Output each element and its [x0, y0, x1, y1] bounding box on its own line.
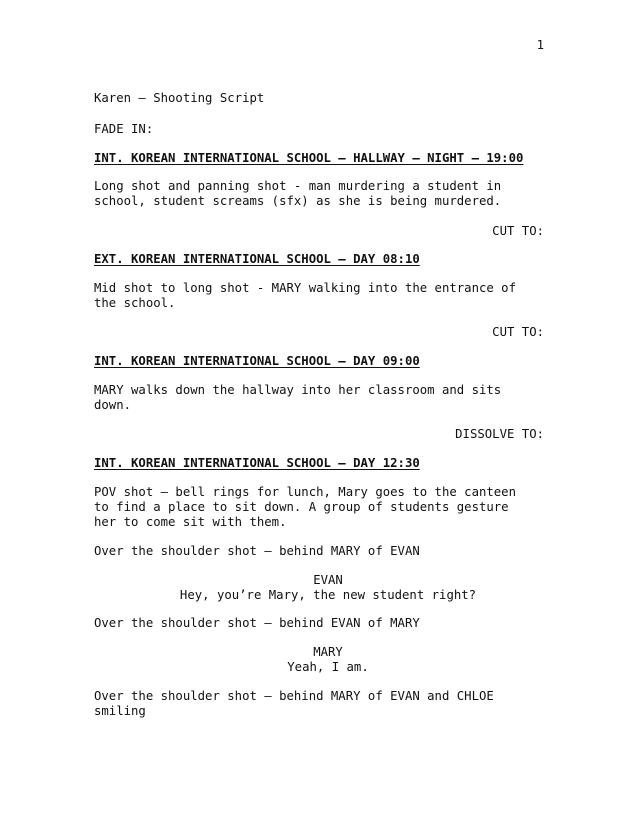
- scene-heading-2: EXT. KOREAN INTERNATIONAL SCHOOL — DAY 08:10: [94, 252, 420, 266]
- dialogue-mary: Yeah, I am.: [287, 660, 369, 674]
- script-title: Karen — Shooting Script: [94, 91, 265, 105]
- scene-heading-3: INT. KOREAN INTERNATIONAL SCHOOL — DAY 09:00: [94, 354, 420, 368]
- scene-action-4b: Over the shoulder shot — behind MARY of EVAN: [94, 544, 420, 558]
- scene-heading-4: INT. KOREAN INTERNATIONAL SCHOOL — DAY 12:30: [94, 456, 420, 470]
- scene-action-4d: Over the shoulder shot — behind MARY of EVAN and CHLOE smiling: [94, 689, 494, 718]
- character-name-evan: EVAN: [313, 573, 343, 587]
- dialogue-evan: Hey, you’re Mary, the new student right?: [179, 588, 477, 602]
- scene-heading-1: INT. KOREAN INTERNATIONAL SCHOOL — HALLWAY — NIGHT — 19:00: [94, 151, 524, 165]
- transition-2: CUT TO:: [492, 325, 544, 339]
- scene-action-4c: Over the shoulder shot — behind EVAN of MARY: [94, 616, 420, 630]
- character-name-mary: MARY: [313, 645, 343, 659]
- scene-action-2: Mid shot to long shot - MARY walking into the entrance of the school.: [94, 281, 516, 310]
- page-number: 1: [536, 38, 544, 52]
- fade-in: FADE IN:: [94, 122, 154, 136]
- transition-1: CUT TO:: [492, 224, 544, 238]
- scene-action-4a: POV shot — bell rings for lunch, Mary goes to the canteen to find a place to sit down. A group of students gesture her to come sit with them.: [94, 485, 516, 529]
- scene-action-3: MARY walks down the hallway into her classroom and sits down.: [94, 383, 502, 412]
- scene-action-1: Long shot and panning shot - man murdering a student in school, student screams (sfx) as she is being murdered.: [94, 179, 502, 208]
- transition-3: DISSOLVE TO:: [455, 427, 544, 441]
